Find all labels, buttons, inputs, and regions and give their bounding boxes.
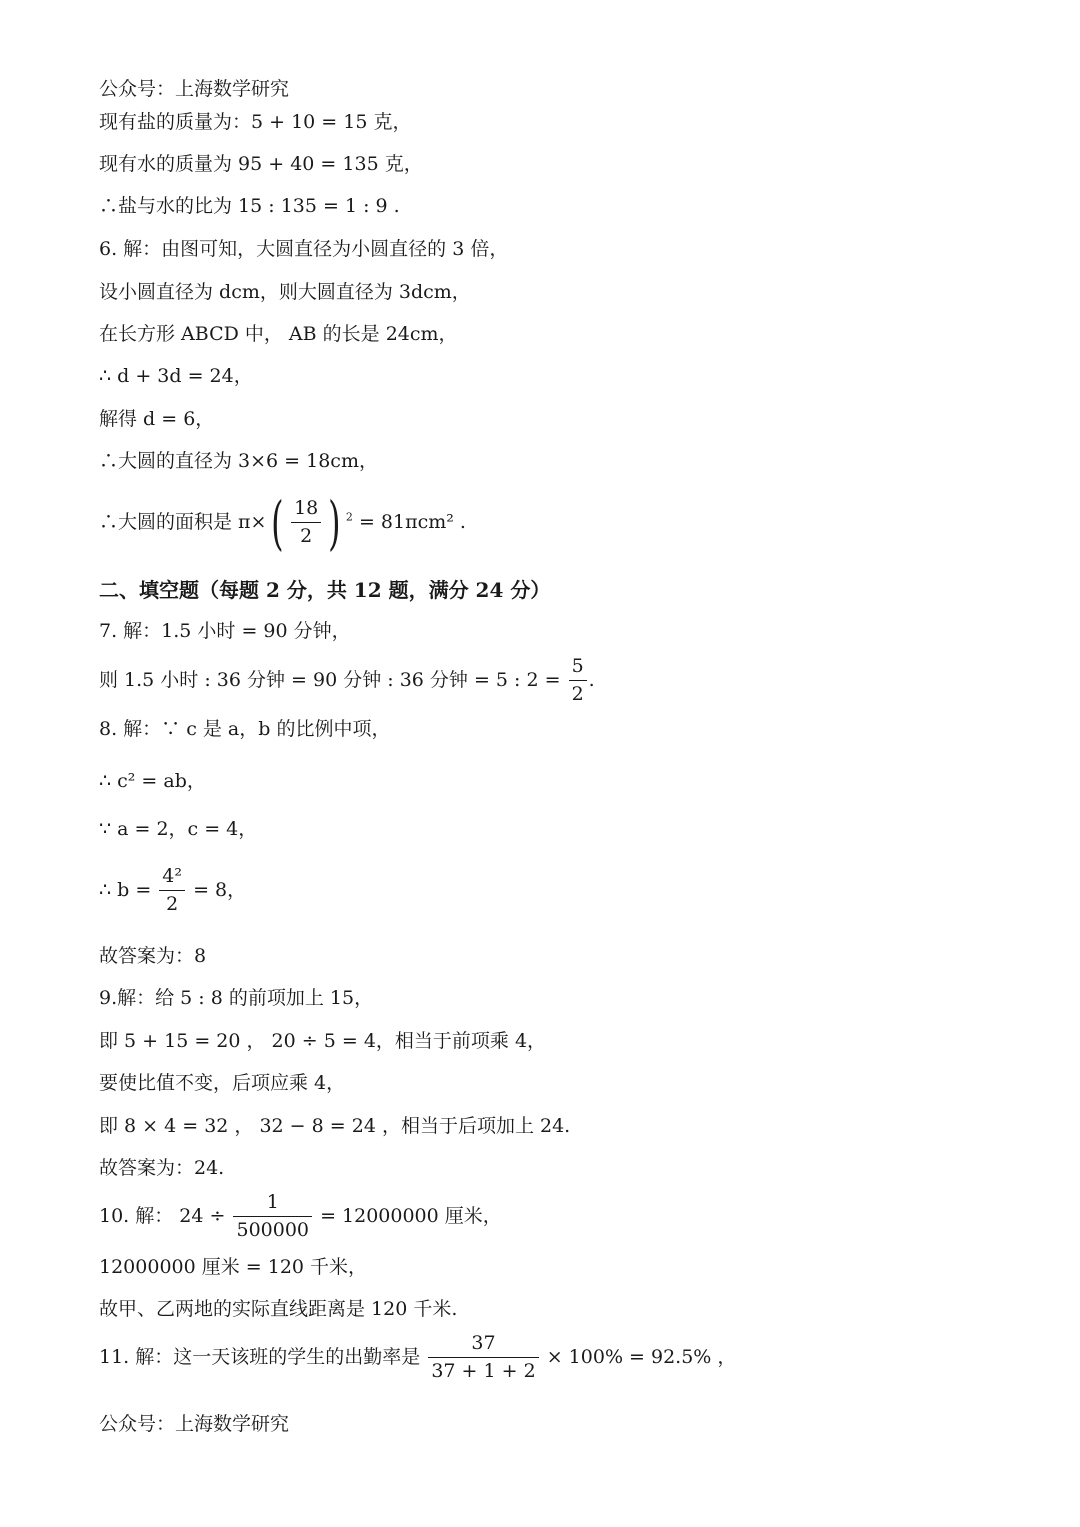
ratio-formula-line	[99, 656, 595, 706]
text-line: 现有水的质量为 95 + 40 = 135 克，	[99, 153, 423, 175]
text-line: ∴ c² = ab，	[99, 770, 206, 792]
fraction-numerator: 4²	[159, 866, 185, 891]
fraction-denominator: 2	[300, 525, 313, 547]
text-line: 在长方形 ABCD 中， AB 的长是 24cm，	[99, 323, 458, 345]
text-line: ∴盐与水的比为 15 : 135 = 1 : 9 .	[99, 195, 400, 217]
answer-line: 故答案为：8	[99, 945, 207, 967]
fraction-denominator: 2	[166, 892, 179, 915]
fraction	[291, 498, 321, 548]
text-line: 设小圆直径为 dcm，则大圆直径为 3dcm，	[99, 281, 471, 303]
left-paren: (	[271, 489, 284, 557]
answer-line: 故答案为：24.	[99, 1157, 225, 1179]
text-line: 解得 d = 6，	[99, 408, 215, 430]
fraction-denominator: 500000	[236, 1218, 310, 1241]
problem-6-line: 6. 解：由图可知，大圆直径为小圆直径的 3 倍，	[99, 238, 509, 260]
problem-9-line: 9.解：给 5 : 8 的前项加上 15，	[99, 987, 374, 1009]
fraction	[569, 656, 587, 706]
fraction	[233, 1192, 312, 1242]
text-line: 即 8 × 4 = 32 ， 32 − 8 = 24 ，相当于后项加上 24.	[99, 1115, 571, 1137]
formula-suffix: = 8，	[193, 878, 247, 901]
text-line: ∴大圆的直径为 3×6 = 18cm，	[99, 450, 378, 472]
fraction-denominator: 37 + 1 + 2	[431, 1359, 536, 1382]
text-line: ∵ a = 2，c = 4，	[99, 818, 258, 840]
text-line: 现有盐的质量为：5 + 10 = 15 克，	[99, 111, 412, 133]
formula-prefix: ∴大圆的面积是 π×	[99, 511, 267, 533]
problem-7-line: 7. 解：1.5 小时 = 90 分钟，	[99, 620, 351, 642]
formula-suffix: = 81πcm² .	[358, 511, 466, 533]
section-heading: 二、填空题（每题 2 分，共 12 题，满分 24 分）	[99, 578, 551, 602]
b-formula-line	[99, 866, 246, 916]
problem-8-line: 8. 解：∵ c 是 a，b 的比例中项，	[99, 718, 391, 740]
exponent: 2	[345, 510, 353, 524]
fraction-numerator: 5	[569, 656, 587, 681]
right-paren: )	[328, 489, 341, 557]
fraction-numerator: 37	[428, 1333, 538, 1358]
formula-prefix: ∴ b =	[99, 878, 152, 901]
fraction	[159, 866, 185, 916]
text-line: ∴ d + 3d = 24，	[99, 365, 253, 387]
formula-suffix: × 100% = 92.5% ，	[546, 1345, 737, 1368]
text-line: 12000000 厘米 = 120 千米，	[99, 1256, 368, 1278]
fraction-numerator: 1	[233, 1192, 312, 1217]
footer-watermark: 公众号：上海数学研究	[99, 1413, 290, 1435]
formula-prefix: 11. 解：这一天该班的学生的出勤率是	[99, 1345, 421, 1368]
text-line: 即 5 + 15 = 20 ， 20 ÷ 5 = 4，相当于前项乘 4，	[99, 1030, 547, 1052]
fraction	[428, 1333, 538, 1383]
formula-suffix: .	[588, 668, 595, 691]
text-line: 故甲、乙两地的实际直线距离是 120 千米.	[99, 1298, 458, 1320]
fraction-denominator: 2	[571, 682, 584, 705]
text-line: 要使比值不变，后项应乘 4，	[99, 1072, 346, 1094]
fraction-numerator: 18	[291, 498, 321, 523]
formula-prefix: 10. 解： 24 ÷	[99, 1204, 226, 1227]
area-formula-line	[99, 489, 466, 557]
formula-suffix: = 12000000 厘米，	[320, 1204, 502, 1227]
problem-11-formula-line	[99, 1333, 736, 1383]
problem-10-formula-line	[99, 1192, 502, 1242]
header-watermark: 公众号：上海数学研究	[99, 78, 290, 100]
formula-prefix: 则 1.5 小时 : 36 分钟 = 90 分钟 : 36 分钟 = 5 : 2 =	[99, 668, 561, 691]
